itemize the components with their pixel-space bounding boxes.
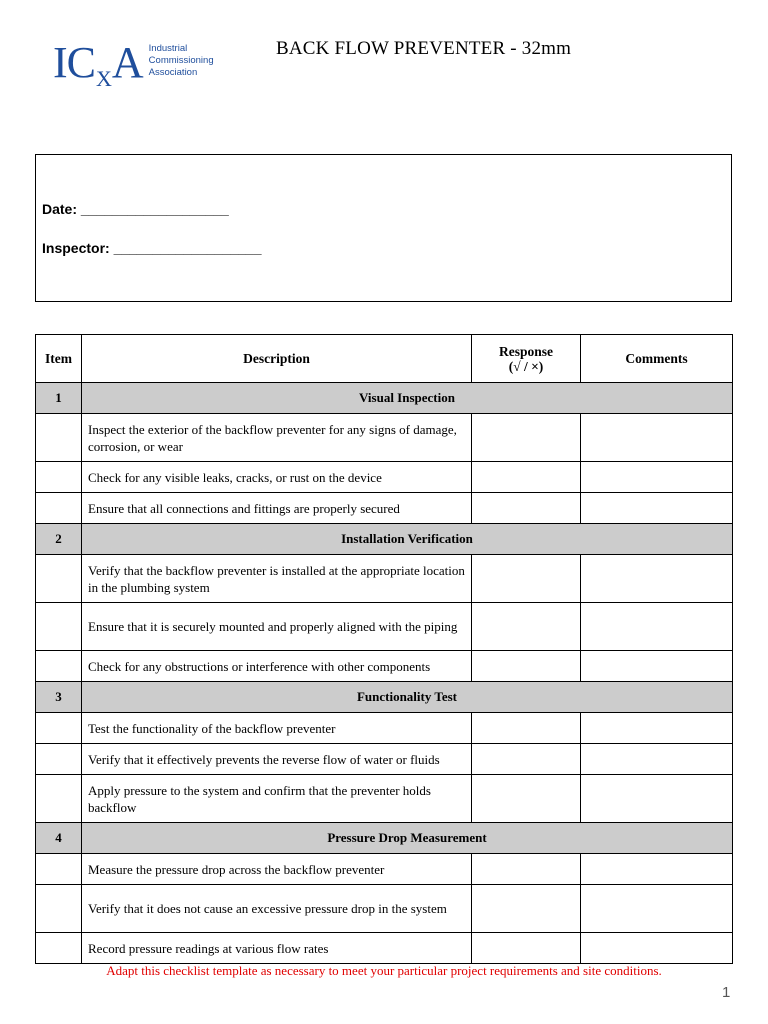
description-cell: Inspect the exterior of the backflow preventer for any signs of damage, corrosion, or wear — [82, 414, 472, 462]
table-row — [36, 493, 733, 524]
response-cell[interactable] — [472, 885, 581, 933]
comments-cell[interactable] — [581, 854, 733, 885]
table-header-row — [36, 335, 733, 383]
description-cell: Ensure that it is securely mounted and properly aligned with the piping — [82, 603, 472, 651]
description-column-header: Description — [82, 335, 472, 383]
comments-cell[interactable] — [581, 885, 733, 933]
response-header-label: Response — [498, 343, 553, 359]
comments-cell[interactable] — [581, 713, 733, 744]
description-cell: Test the functionality of the backflow preventer — [82, 713, 472, 744]
section-item-number: 2 — [36, 524, 82, 555]
item-cell — [36, 854, 82, 885]
table-row — [36, 651, 733, 682]
item-cell — [36, 744, 82, 775]
description-cell: Verify that the backflow preventer is installed at the appropriate location in the plumbing system — [82, 555, 472, 603]
response-cell[interactable] — [472, 713, 581, 744]
description-cell: Measure the pressure drop across the backflow preventer — [82, 854, 472, 885]
response-cell[interactable] — [472, 775, 581, 823]
table-row — [36, 462, 733, 493]
logo-mark-left: IC — [53, 38, 95, 87]
checklist-table — [35, 334, 733, 964]
item-cell — [36, 651, 82, 682]
logo-text-line: Industrial — [148, 43, 188, 54]
item-cell — [36, 933, 82, 964]
item-cell — [36, 603, 82, 651]
response-header-symbols: (√ / ×) — [508, 358, 544, 374]
response-cell[interactable] — [472, 933, 581, 964]
comments-cell[interactable] — [581, 555, 733, 603]
comments-cell[interactable] — [581, 651, 733, 682]
inspection-info-box — [35, 154, 732, 302]
comments-cell[interactable] — [581, 933, 733, 964]
section-title: Pressure Drop Measurement — [82, 823, 733, 854]
document-title: BACK FLOW PREVENTER - 32mm — [276, 38, 572, 59]
response-cell[interactable] — [472, 651, 581, 682]
item-cell — [36, 414, 82, 462]
section-row — [36, 524, 733, 555]
description-cell: Verify that it effectively prevents the reverse flow of water or fluids — [82, 744, 472, 775]
logo-mark-right: A — [111, 38, 143, 87]
item-cell — [36, 885, 82, 933]
page-number: 1 — [722, 984, 731, 1001]
logo-mark — [53, 40, 143, 90]
comments-cell[interactable] — [581, 493, 733, 524]
logo-mark-sub: X — [96, 66, 111, 91]
template-note: Adapt this checklist template as necessary to meet your particular project requirements and site conditions. — [106, 963, 662, 978]
section-row — [36, 682, 733, 713]
response-cell[interactable] — [472, 555, 581, 603]
table-row — [36, 854, 733, 885]
table-row — [36, 933, 733, 964]
date-field[interactable]: Date: ___________________ — [42, 201, 229, 217]
table-row — [36, 555, 733, 603]
item-cell — [36, 555, 82, 603]
response-cell[interactable] — [472, 854, 581, 885]
comments-column-header: Comments — [581, 335, 733, 383]
item-column-header: Item — [36, 335, 82, 383]
response-cell[interactable] — [472, 744, 581, 775]
table-row — [36, 744, 733, 775]
response-cell[interactable] — [472, 414, 581, 462]
comments-cell[interactable] — [581, 603, 733, 651]
item-cell — [36, 493, 82, 524]
response-column-header — [472, 335, 581, 383]
description-cell: Record pressure readings at various flow rates — [82, 933, 472, 964]
section-title: Visual Inspection — [82, 383, 733, 414]
response-cell[interactable] — [472, 462, 581, 493]
description-cell: Check for any visible leaks, cracks, or rust on the device — [82, 462, 472, 493]
section-title: Functionality Test — [82, 682, 733, 713]
response-cell[interactable] — [472, 603, 581, 651]
logo-text-line: Commissioning — [148, 55, 214, 66]
section-row — [36, 383, 733, 414]
description-cell: Ensure that all connections and fittings are properly secured — [82, 493, 472, 524]
item-cell — [36, 775, 82, 823]
table-row — [36, 603, 733, 651]
ica-logo — [53, 38, 214, 91]
description-cell: Verify that it does not cause an excessive pressure drop in the system — [82, 885, 472, 933]
section-row — [36, 823, 733, 854]
section-item-number: 4 — [36, 823, 82, 854]
inspector-field[interactable]: Inspector: ___________________ — [42, 240, 262, 256]
item-cell — [36, 713, 82, 744]
section-item-number: 3 — [36, 682, 82, 713]
table-row — [36, 713, 733, 744]
table-row — [36, 885, 733, 933]
item-cell — [36, 462, 82, 493]
logo-text — [149, 43, 214, 79]
table-row — [36, 775, 733, 823]
description-cell: Check for any obstructions or interference with other components — [82, 651, 472, 682]
logo-text-line: Association — [148, 67, 198, 78]
description-cell: Apply pressure to the system and confirm that the preventer holds backflow — [82, 775, 472, 823]
response-cell[interactable] — [472, 493, 581, 524]
section-item-number: 1 — [36, 383, 82, 414]
comments-cell[interactable] — [581, 462, 733, 493]
table-row — [36, 414, 733, 462]
comments-cell[interactable] — [581, 414, 733, 462]
section-title: Installation Verification — [82, 524, 733, 555]
comments-cell[interactable] — [581, 775, 733, 823]
comments-cell[interactable] — [581, 744, 733, 775]
